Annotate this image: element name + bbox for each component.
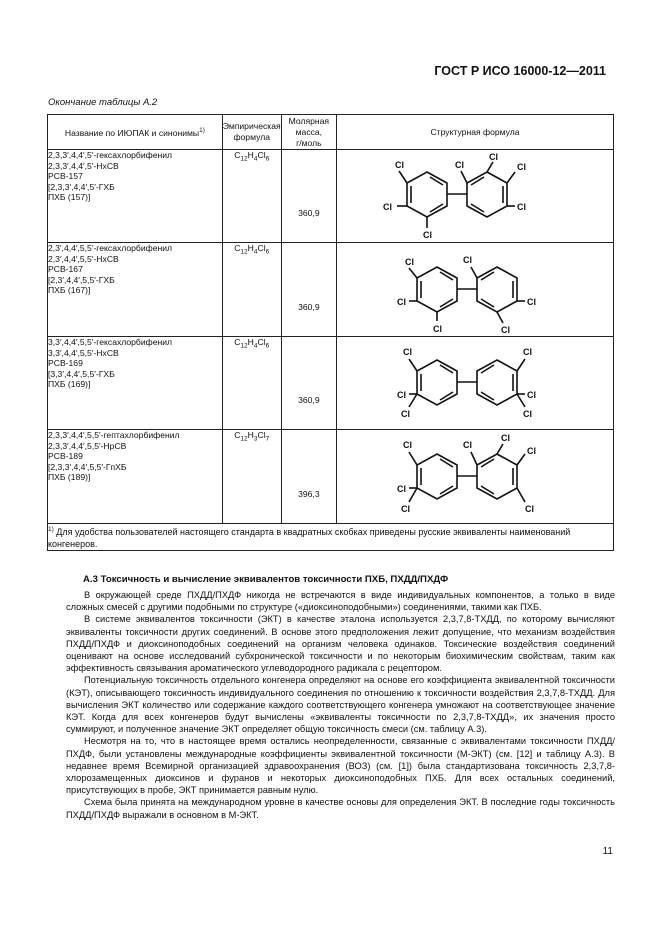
paragraph: Несмотря на то, что в настоящее время остались неопределенности, связанные с эквивалентами токсичности ПХДД/ПХДФ, были установлены международные коэффициенты эквивалентной токсичности (М-ЭКТ) (см. [12] и таблицу А.3). В недавнее время Всемирной организацией здравоохранения (ВОЗ) (см. [1]) была стандартизована токсичность 2,3,7,8-хлорозамещенных диоксинов и фуранов и некоторых диоксиноподобных ПХБ. Для всех остальных соединений, присутствующих в пробе, ЭКТ принимается равным нулю. [66,736,615,796]
svg-text:Cl: Cl [455,160,464,170]
structural-formula [337,150,614,243]
section-body [66,589,615,821]
pcb169-structure [337,337,613,429]
pcb157-structure [337,150,613,242]
structural-formula [337,337,614,430]
svg-text:Cl: Cl [403,347,412,357]
table-footnote-row [48,524,614,551]
congener-names: 3,3′,4,4′,5,5′-гексахлорбифенил 3,3′,4,4′,5,5′-HxCB PCB-169 [3,3′,4,4′,5,5′-ГХБ ПХБ (169)] [48,337,223,430]
svg-text:Cl: Cl [501,433,510,443]
document-id: ГОСТ Р ИСО 16000-12—2011 [434,64,606,78]
svg-text:Cl: Cl [397,390,406,400]
congener-table [47,114,614,551]
empirical-formula: $C_{12}H_3Cl_7$ [222,430,281,524]
svg-text:Cl: Cl [401,409,410,419]
structural-formula [337,243,614,337]
table-row [48,337,614,430]
col-structure-header: Структурная формула [337,115,614,150]
svg-text:Cl: Cl [405,257,414,267]
svg-text:Cl: Cl [517,162,526,172]
paragraph: В системе эквивалентов токсичности (ЭКТ) в качестве эталона используется 2,3,7,8-ТХДД, по которому вычисляют эквиваленты токсичности других соединений. В основе этого предположения лежит допущение, что механизм воздействия ПХДД/ПХДФ и диоксиноподобных соединений на организм человека одинаков. Токсические воздействия соединений оценивают на основе исследований субхронической токсичности и по некоторым биохимическим свойствам, таким как эффективность связывания ароматического углеводородного радикала с рецептором. [66,614,615,674]
table-caption: Окончание таблицы А.2 [48,97,158,108]
paragraph: Потенциальную токсичность отдельного конгенера определяют на основе его коэффициента эквивалентной токсичности (КЭТ), описывающего токсичность индивидуального соединения по отношению к токсичности воздействия 2,3,7,8-ТХДД. Для вычисления ЭКТ количество или содержание каждого соответствующего конгенера умножают на соответствующее значение КЭТ. Когда для всех конгенеров будут вычислены «эквиваленты токсичности по 2,3,7,8-ТХДД», их значения просто суммируют, и полученное значение ЭКТ определяет общую токсичность смеси (см. таблицу А.3). [66,675,615,735]
svg-text:Cl: Cl [501,325,510,335]
svg-text:Cl: Cl [527,297,536,307]
svg-text:Cl: Cl [527,446,536,456]
svg-text:Cl: Cl [517,202,526,212]
pcb167-structure [337,243,613,336]
empirical-formula: $C_{12}H_4Cl_6$ [222,150,281,243]
svg-text:Cl: Cl [401,504,410,514]
svg-text:Cl: Cl [433,324,442,334]
table-row [48,243,614,337]
svg-text:Cl: Cl [383,202,392,212]
congener-names: 2,3,3′,4,4′,5,5′-гептахлорбифенил 2,3,3′,4,4′,5,5′-HpCB PCB-189 [2,3,3′,4,4′,5,5′-ГпХБ ПХБ (189)] [48,430,223,524]
empirical-formula: $C_{12}H_4Cl_6$ [222,337,281,430]
molar-mass: 360,9 [281,150,336,243]
structural-formula [337,430,614,524]
svg-text:Cl: Cl [423,230,432,240]
pcb189-structure [337,430,613,523]
table-row [48,430,614,524]
congener-names: 2,3,3′,4,4′,5′-гексахлорбифенил 2,3,3′,4,4′,5′-HxCB PCB-157 [2,3,3′,4,4′,5′-ГХБ ПХБ (157)] [48,150,223,243]
svg-text:Cl: Cl [523,347,532,357]
section-heading: А.3 Токсичность и вычисление эквивалентов токсичности ПХБ, ПХДД/ПХДФ [83,574,449,585]
svg-text:Cl: Cl [523,409,532,419]
svg-text:Cl: Cl [395,160,404,170]
table-row [48,150,614,243]
molar-mass: 396,3 [281,430,336,524]
svg-text:Cl: Cl [403,440,412,450]
molar-mass: 360,9 [281,337,336,430]
congener-names: 2,3′,4,4′,5,5′-гексахлорбифенил 2,3′,4,4′,5,5′-HxCB PCB-167 [2,3′,4,4′,5,5′-ГХБ ПХБ (167)] [48,243,223,337]
table-footnote: $^{1)}$ Для удобства пользователей настоящего стандарта в квадратных скобках приведены русские эквиваленты наименований конгенеров. [48,524,614,551]
paragraph: Схема была принята на международном уровне в качестве основы для определения ЭКТ. В последние годы токсичность ПХДД/ПХДФ выражали в основном в М-ЭКТ. [66,797,615,820]
col-name-header: Название по ИЮПАК и синонимы$^{1)}$ [48,115,223,150]
svg-text:Cl: Cl [463,255,472,265]
table-header-row [48,115,614,150]
svg-text:Cl: Cl [527,390,536,400]
page-number: 11 [602,846,613,857]
svg-text:Cl: Cl [397,484,406,494]
molar-mass: 360,9 [281,243,336,337]
svg-text:Cl: Cl [489,152,498,162]
svg-text:Cl: Cl [397,297,406,307]
svg-text:Cl: Cl [525,504,534,514]
svg-text:Cl: Cl [463,440,472,450]
col-mass-header: Молярная масса, г/моль [281,115,336,150]
paragraph: В окружающей среде ПХДД/ПХДФ никогда не встречаются в виде индивидуальных компонентов, а только в виде сложных смесей с другими подобными по структуре («диоксиноподобными») соединениями, такими как ПХБ. [66,590,615,613]
col-formula-header: Эмпирическая формула [222,115,281,150]
empirical-formula: $C_{12}H_4Cl_6$ [222,243,281,337]
